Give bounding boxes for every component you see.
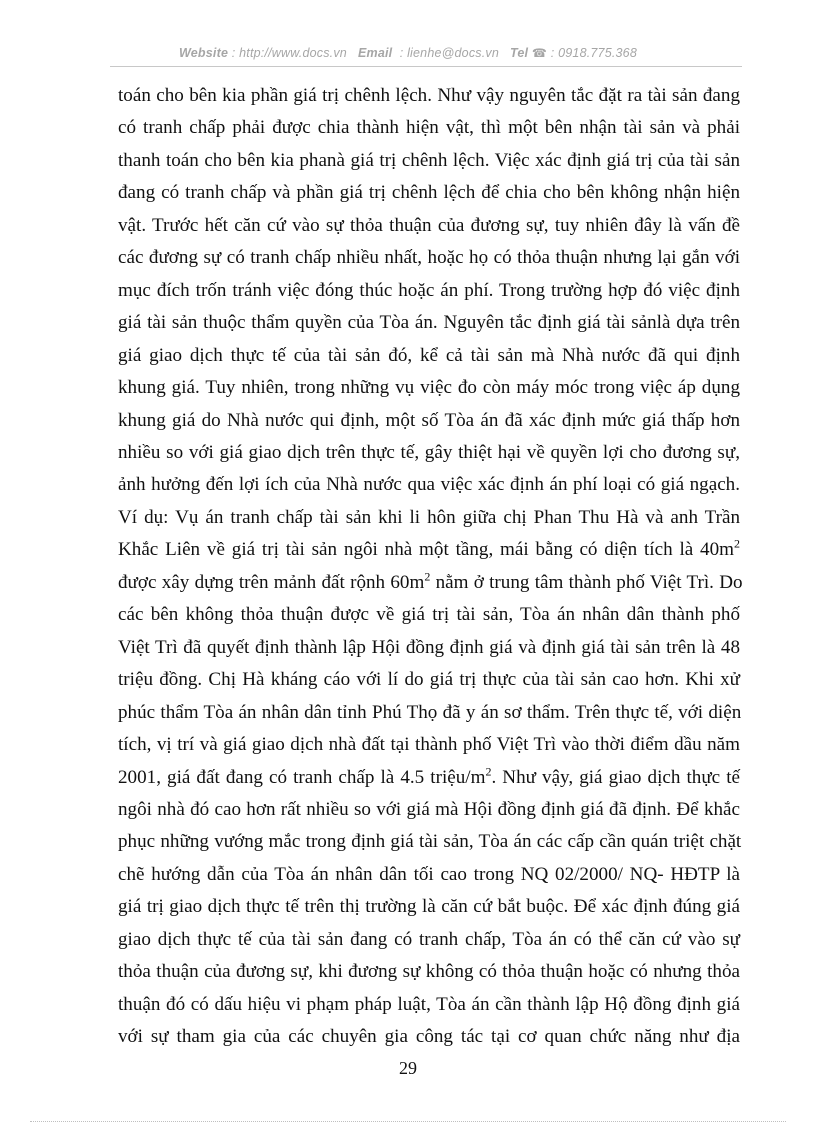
text-line: triệu đồng. Chị Hà kháng cáo với lí do giá trị thực của tài sản cao hơn. Khi xử (118, 669, 740, 691)
text-line: thanh toán cho bên kia phanà giá trị chênh lệch. Việc xác định giá trị của tài sản (118, 149, 740, 171)
text-line: giá trị giao dịch thực tế trên thị trường là căn cứ bắt buộc. Để xác định đúng giá (118, 896, 740, 918)
text-line: khung giá. Tuy nhiên, trong những vụ việc đo còn máy móc trong việc áp dụng (118, 377, 740, 399)
text-line: nhiều so với giá giao dịch trên thực tế, gây thiệt hại về quyền lợi cho đương sự, (118, 441, 740, 463)
website-value[interactable]: : http://www.docs.vn (231, 46, 347, 60)
line-text-end: . Như vậy, giá giao dịch thực tế (491, 766, 740, 788)
text-line: toán cho bên kia phần giá trị chênh lệch. Như vậy nguyên tắc đặt ra tài sản đang (118, 85, 740, 106)
phone-icon: ☎ (531, 46, 548, 60)
text-line: Việt Trì đã quyết định thành lập Hội đồng định giá và định giá tài sản trên là 48 (118, 636, 740, 658)
page-number: 29 (399, 1058, 417, 1078)
text-line: giao dịch thực tế của tài sản đang có tranh chấp, Tòa án có thể căn cứ vào sự (118, 928, 740, 950)
text-line: giá tài sản thuộc thẩm quyền của Tòa án. Nguyên tắc định giá tài sảnlà dựa trên (118, 312, 740, 334)
email-value[interactable]: : lienhe@docs.vn (399, 46, 499, 60)
text-line: giá giao dịch thực tế của tài sản đó, kể cả tài sản mà Nhà nước đã qui định (118, 344, 740, 366)
text-line: Ví dụ: Vụ án tranh chấp tài sản khi li hôn giữa chị Phan Thu Hà và anh Trần (118, 506, 740, 528)
website-label: Website (179, 46, 229, 60)
text-line: ảnh hưởng đến lợi ích của Nhà nước qua việc xác định án phí loại có giá ngạch. (118, 474, 740, 496)
text-line: thuận đó có dấu hiệu vi phạm pháp luật, Tòa án cần thành lập Hộ đồng định giá (118, 993, 740, 1015)
line-text: Khắc Liên về giá trị tài sản ngôi nhà một tầng, mái bằng có diện tích là 40m (118, 539, 734, 561)
text-line: tích, vị trí và giá giao dịch nhà đất tại thành phố Việt Trì vào thời điểm dầu năm (118, 734, 740, 756)
text-line: chẽ hướng dẫn của Tòa án nhân dân tối cao trong NQ 02/2000/ NQ- HĐTP là (118, 863, 740, 885)
line-text-start: được xây dựng trên mảnh đất rộnh 60m (118, 571, 425, 593)
text-line: các đương sự có tranh chấp nhiều nhất, hoặc họ có thỏa thuận nhưng lại gắn với (118, 247, 740, 269)
superscript: 2 (734, 536, 740, 551)
tel-label: Tel (510, 46, 529, 60)
text-line: thỏa thuận của đương sự, khi đương sự không có thỏa thuận hoặc có nhưng thỏa (118, 961, 740, 983)
document-body (118, 80, 743, 1054)
page-header (0, 46, 816, 60)
text-line-with-superscript (118, 534, 740, 566)
text-line: các bên không thỏa thuận được về giá trị tài sản, Tòa án nhân dân thành phố (118, 604, 740, 626)
text-line: phục những vướng mắc trong định giá tài sản, Tòa án các cấp cần quán triệt chặt (118, 831, 742, 853)
line-text-start: 2001, giá đất đang có tranh chấp là 4.5 triệu/m (118, 766, 486, 788)
text-line-with-superscript (118, 567, 743, 599)
text-line: khung giá do Nhà nước qui định, một số Tòa án đã xác định mức giá thấp hơn (118, 409, 740, 431)
text-line: phúc thẩm Tòa án nhân dân tỉnh Phú Thọ đã y án sơ thẩm. Trên thực tế, với diện (118, 701, 742, 723)
superscript: 2 (485, 764, 492, 779)
text-line: mục đích trốn tránh việc đóng thúc hoặc án phí. Trong trường hợp đó việc định (118, 279, 740, 301)
superscript: 2 (424, 569, 431, 584)
text-line: ngôi nhà đó cao hơn rất nhiều so với giá mà Hội đồng định giá đã định. Để khắc (118, 798, 740, 820)
header-divider (110, 66, 742, 67)
email-label: Email (358, 46, 393, 60)
text-line-with-superscript (118, 762, 740, 794)
text-line: vật. Trước hết căn cứ vào sự thỏa thuận của đương sự, tuy nhiên đây là vấn đề (118, 214, 740, 236)
line-text-end: nằm ở trung tâm thành phố Việt Trì. Do (430, 571, 743, 593)
text-line: với sự tham gia của các chuyên gia công tác tại cơ quan chức năng như địa (118, 1026, 740, 1048)
tel-value: : 0918.775.368 (550, 46, 637, 60)
text-line: có tranh chấp phải được chia thành hiện vật, thì một bên nhận tài sản và phải (118, 117, 740, 139)
page-bottom-divider (30, 1121, 786, 1122)
text-line: đang có tranh chấp và phần giá trị chênh lệch để chia cho bên không nhận hiện (118, 182, 740, 204)
